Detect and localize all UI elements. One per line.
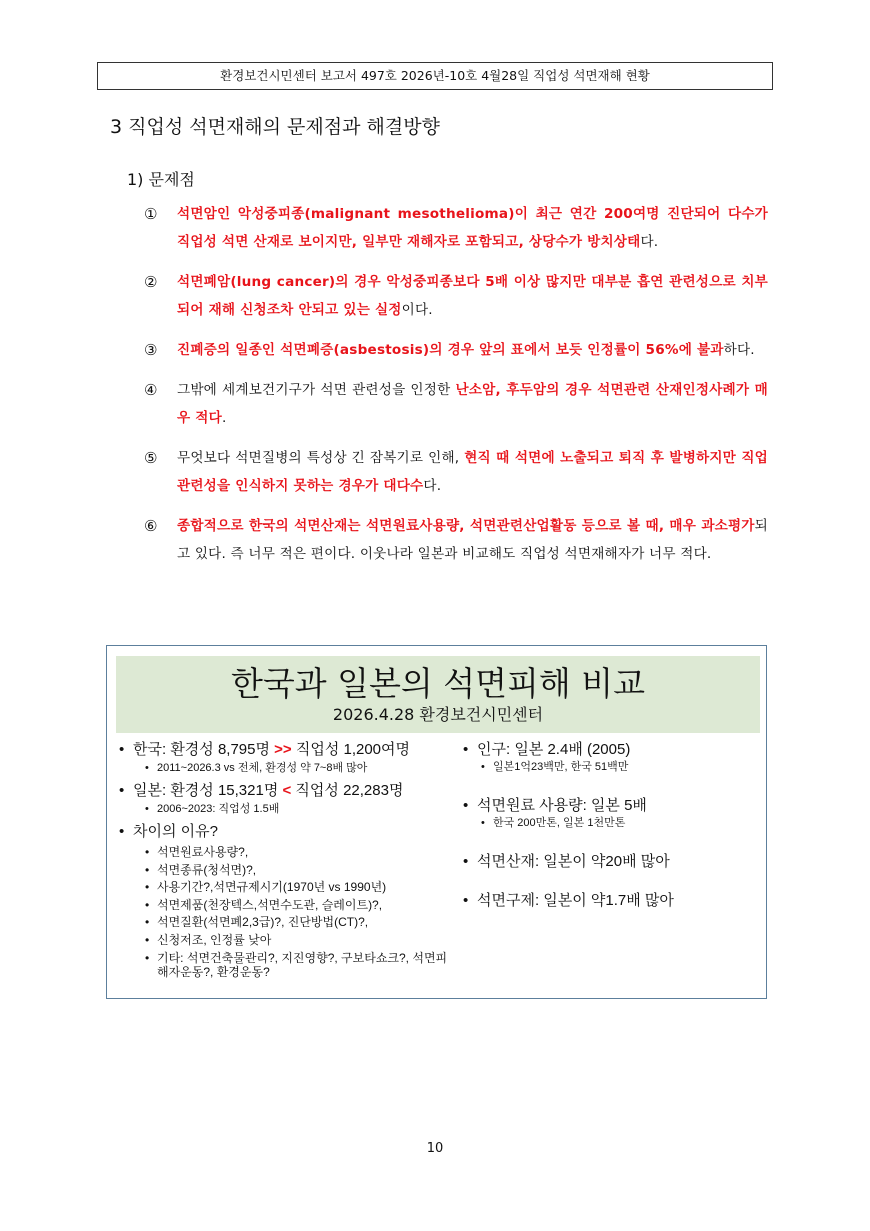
text: 직업성 22,283명 [291, 782, 404, 799]
slide-right-column [461, 739, 761, 911]
item-number: ④ [144, 381, 158, 399]
reason-item: • 석면원료사용량?, [117, 844, 457, 862]
problem-item [144, 376, 768, 432]
reason-item: • 사용기간?,석면규제시기(1970년 vs 1990년) [117, 879, 457, 897]
korea-bullet [117, 739, 457, 760]
item-number: ③ [144, 341, 158, 359]
reasons-bullet: • 차이의 이유? [117, 821, 457, 842]
highlight-text: 난소암, 후두암의 경우 석면관련 산재인정사례가 매우 적다 [177, 382, 768, 426]
report-header: 환경보건시민센터 보고서 497호 2026년-10호 4월28일 직업성 석면재해 현황 [97, 62, 773, 90]
item-number: ② [144, 273, 158, 291]
text: 한국: 환경성 8,795명 [133, 741, 275, 758]
highlight-text: 석면암인 악성중피종(malignant mesothelioma)이 최근 연간 200여명 진단되어 다수가 직업성 석면 산재로 보이지만, 일부만 재해자로 포함되고, 상당수가 방치상태 [177, 206, 768, 250]
reason-item: • 석면질환(석면폐2,3급)?, 진단방법(CT)?, [117, 914, 457, 932]
japan-bullet [117, 780, 457, 801]
population-sub-bullet: • 일본1억23백만, 한국 51백만 [461, 760, 761, 775]
slide-left-column [117, 739, 457, 979]
problem-item [144, 200, 768, 256]
problem-list [144, 200, 768, 580]
population-bullet: • 인구: 일본 2.4배 (2005) [461, 739, 761, 760]
text: 일본: 환경성 15,321명 [133, 782, 283, 799]
reason-item: • 신청저조, 인정률 낮아 [117, 932, 457, 950]
reason-item: • 석면제품(천장텍스,석면수도관, 슬레이트)?, [117, 897, 457, 915]
comparison-operator: >> [274, 741, 292, 758]
highlight-text: 석면폐암(lung cancer)의 경우 악성중피종보다 5배 이상 많지만 대부분 흡연 관련성으로 치부되어 재해 신청조차 안되고 있는 실정 [177, 274, 768, 318]
compensation-bullet: • 석면산재: 일본이 약20배 많아 [461, 851, 761, 872]
text: 직업성 1,200여명 [291, 741, 411, 758]
comparison-slide-image [106, 645, 767, 999]
body-text: 다. [640, 234, 659, 250]
highlight-text: 진폐증의 일종인 석면폐증(asbestosis)의 경우 앞의 표에서 보듯 인정률이 56%에 불과 [177, 342, 724, 358]
korea-sub-bullet: • 2011~2026.3 vs 전체, 환경성 약 7~8배 많아 [117, 760, 457, 777]
highlight-text: 현직 때 석면에 노출되고 퇴직 후 발병하지만 직업관련성을 인식하지 못하는 경우가 대다수 [177, 450, 768, 494]
usage-sub-bullet: • 한국 200만톤, 일본 1천만톤 [461, 816, 761, 831]
reason-item: • 기타: 석면건축물관리?, 지진영향?, 구보타쇼크?, 석면피해자운동?, 환경운동? [117, 949, 457, 979]
body-text: 다. [423, 478, 442, 494]
body-text: 되고 있다. 즉 너무 적은 편이다. 이웃나라 일본과 비교해도 직업성 석면재해자가 너무 적다. [177, 518, 768, 562]
japan-sub-bullet: • 2006~2023: 직업성 1.5배 [117, 801, 457, 818]
problem-item [144, 444, 768, 500]
slide-title-band [116, 656, 760, 733]
slide-subtitle: 2026.4.28 환경보건시민센터 [332, 705, 544, 724]
reason-item: • 석면종류(청석면)?, [117, 862, 457, 880]
relief-bullet: • 석면구제: 일본이 약1.7배 많아 [461, 890, 761, 911]
body-text: 무엇보다 석면질병의 특성상 긴 잠복기로 인해, [177, 450, 465, 466]
subsection-title: 1) 문제점 [127, 170, 195, 189]
page-number: 10 [426, 1141, 444, 1156]
body-text: . [221, 410, 227, 426]
problem-item [144, 336, 768, 364]
usage-bullet: • 석면원료 사용량: 일본 5배 [461, 795, 761, 816]
body-text: 이다. [401, 302, 433, 318]
problem-item [144, 268, 768, 324]
item-number: ⑥ [144, 517, 158, 535]
body-text: 그밖에 세계보건기구가 석면 관련성을 인정한 [177, 382, 456, 398]
body-text: 하다. [723, 342, 755, 358]
item-number: ⑤ [144, 449, 158, 467]
item-number: ① [144, 205, 158, 223]
problem-item [144, 512, 768, 568]
comparison-operator: < [282, 782, 292, 799]
slide-title: 한국과 일본의 석면피해 비교 [230, 664, 645, 703]
highlight-text: 종합적으로 한국의 석면산재는 석면원료사용량, 석면관련산업활동 등으로 볼 때, 매우 과소평가 [177, 518, 755, 534]
section-title: 3 직업성 석면재해의 문제점과 해결방향 [110, 116, 440, 138]
